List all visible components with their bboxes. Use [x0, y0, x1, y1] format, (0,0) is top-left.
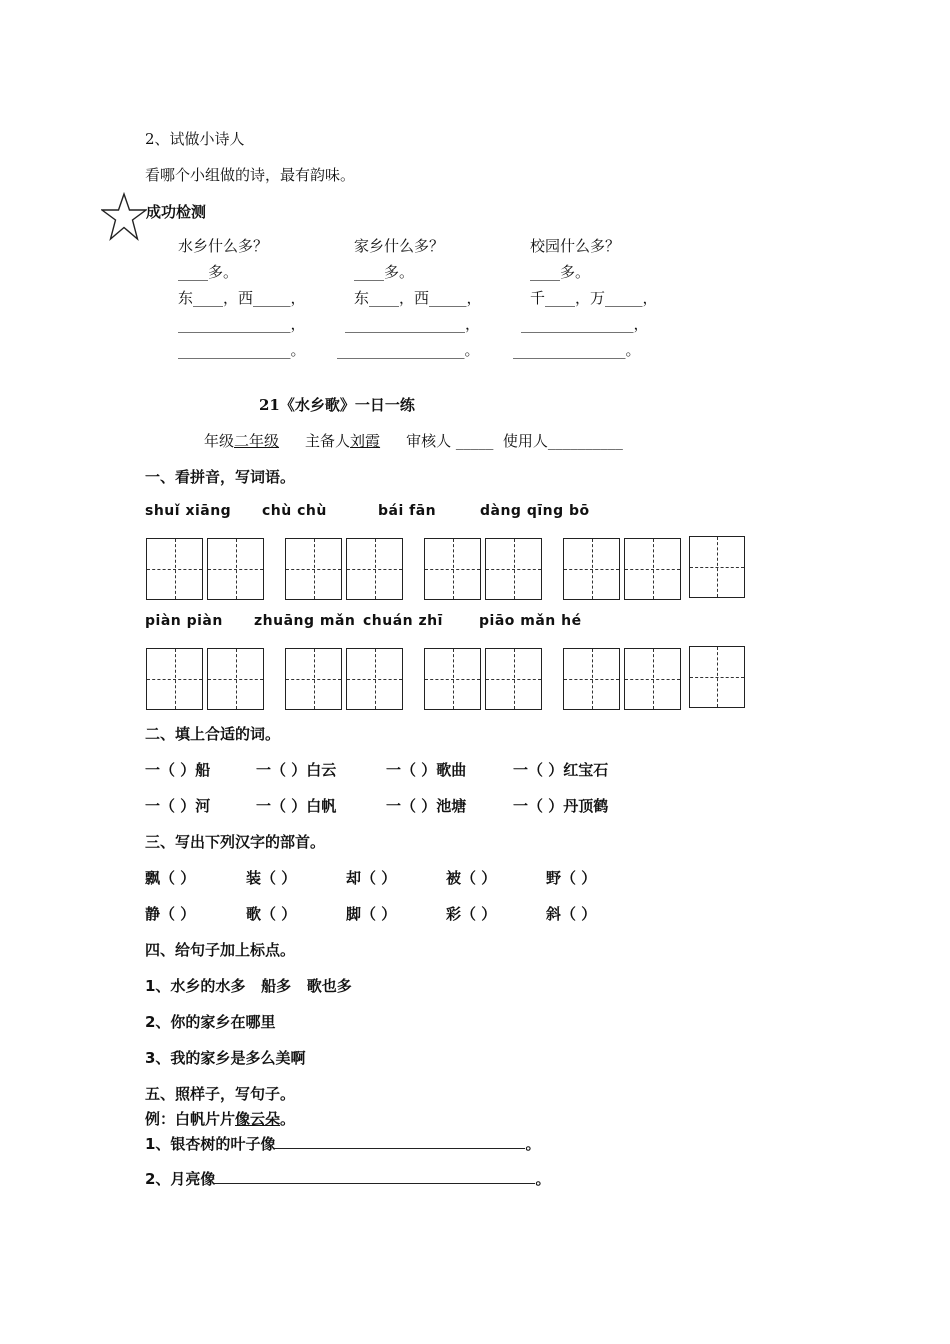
tianzi-box[interactable]	[485, 648, 542, 710]
tianzi-box[interactable]	[689, 536, 745, 598]
worksheet-title: 21《水乡歌》一日一练	[259, 396, 415, 414]
answer-line[interactable]	[215, 1169, 535, 1184]
radical-item: 飘（ ）	[145, 869, 196, 887]
fill-item: 一（ ）红宝石	[513, 761, 609, 779]
tianzi-box[interactable]	[146, 648, 203, 710]
pinyin-label: bái fān	[378, 503, 437, 519]
fill-item: 一（ ）丹顶鹤	[513, 797, 609, 815]
tianzi-box[interactable]	[346, 648, 403, 710]
pinyin-label: zhuāng mǎn	[254, 613, 356, 629]
pinyin-label: shuǐ xiāng	[145, 503, 232, 519]
radical-item: 斜（ ）	[546, 905, 597, 923]
fill-item: 一（ ）池塘	[386, 797, 467, 815]
blank-line: _______________，	[521, 315, 649, 333]
blank-line: ____多。	[178, 263, 239, 281]
tianzi-box[interactable]	[485, 538, 542, 600]
q5-heading: 五、照样子，写句子。	[145, 1085, 296, 1103]
answer-line[interactable]	[275, 1134, 525, 1149]
tianzi-box[interactable]	[424, 538, 481, 600]
punctuation-item: 1、水乡的水多 船多 歌也多	[145, 977, 352, 995]
fill-item: 一（ ）歌曲	[386, 761, 467, 779]
tianzi-box[interactable]	[563, 538, 620, 600]
tianzi-box[interactable]	[285, 648, 342, 710]
example-sentence	[145, 1108, 295, 1129]
radical-item: 歌（ ）	[246, 905, 297, 923]
blank-line: ____多。	[530, 263, 591, 281]
blank-line: ____多。	[354, 263, 415, 281]
blank-line: 千____，万_____，	[530, 289, 658, 307]
poem-question: 校园什么多？	[530, 237, 621, 255]
pinyin-label: piàn piàn	[145, 613, 223, 629]
user-label: 使用人	[502, 432, 548, 450]
radical-item: 脚（ ）	[346, 905, 397, 923]
tianzi-box[interactable]	[624, 538, 681, 600]
sentence-item-1	[145, 1133, 540, 1154]
success-check-heading: 成功检测	[146, 203, 207, 221]
user-blank: __________	[547, 432, 623, 450]
grade-label: 年级	[204, 432, 235, 450]
punctuation-item: 2、你的家乡在哪里	[145, 1013, 276, 1031]
tianzi-box[interactable]	[346, 538, 403, 600]
tianzi-box[interactable]	[146, 538, 203, 600]
tianzi-box[interactable]	[563, 648, 620, 710]
radical-item: 静（ ）	[145, 905, 196, 923]
worksheet-meta	[204, 430, 623, 451]
sentence-prompt: 2、月亮像	[145, 1170, 216, 1188]
punctuation-item: 3、我的家乡是多么美啊	[145, 1049, 306, 1067]
tianzi-box[interactable]	[207, 538, 264, 600]
tianzi-box[interactable]	[689, 646, 745, 708]
tianzi-box[interactable]	[424, 648, 481, 710]
end-mark: 。	[535, 1170, 551, 1188]
q3-heading: 三、写出下列汉字的部首。	[145, 833, 326, 851]
sentence-prompt: 1、银杏树的叶子像	[145, 1135, 276, 1153]
blank-line: 东____，西_____，	[354, 289, 482, 307]
pinyin-label: piāo mǎn hé	[479, 613, 582, 629]
pinyin-label: chuán zhī	[363, 613, 443, 629]
blank-line: _______________。	[178, 341, 306, 359]
q2-heading: 二、填上合适的词。	[145, 725, 281, 743]
poem-question: 家乡什么多？	[354, 237, 445, 255]
blank-line: _________________。	[337, 341, 480, 359]
grade-value: 二年级	[234, 432, 280, 450]
poem-question: 水乡什么多？	[178, 237, 269, 255]
example-prefix: 例：白帆片片	[145, 1110, 236, 1128]
reviewer-blank: _____	[455, 432, 494, 450]
tianzi-box[interactable]	[207, 648, 264, 710]
reviewer-label: 审核人	[406, 432, 452, 450]
instruction-text: 看哪个小组做的诗，最有韵味。	[145, 166, 356, 184]
radical-item: 野（ ）	[546, 869, 597, 887]
blank-line: ________________，	[345, 315, 481, 333]
fill-item: 一（ ）白帆	[256, 797, 337, 815]
q4-heading: 四、给句子加上标点。	[145, 941, 296, 959]
pinyin-label: chù chù	[262, 503, 327, 519]
tianzi-box[interactable]	[624, 648, 681, 710]
tianzi-box[interactable]	[285, 538, 342, 600]
author-value: 刘霞	[350, 432, 381, 450]
star-icon	[101, 192, 147, 242]
sentence-item-2	[145, 1168, 550, 1189]
blank-line: _______________，	[178, 315, 306, 333]
radical-item: 彩（ ）	[446, 905, 497, 923]
author-label: 主备人	[305, 432, 351, 450]
section-heading-poem: 2、试做小诗人	[145, 130, 245, 148]
blank-line: 东____，西_____，	[178, 289, 306, 307]
blank-line: _______________。	[513, 341, 641, 359]
fill-item: 一（ ）船	[145, 761, 211, 779]
end-mark: 。	[525, 1135, 541, 1153]
fill-item: 一（ ）河	[145, 797, 211, 815]
example-suffix: 。	[280, 1110, 296, 1128]
radical-item: 被（ ）	[446, 869, 497, 887]
radical-item: 却（ ）	[346, 869, 397, 887]
example-underlined: 像云朵	[235, 1110, 281, 1128]
pinyin-label: dàng qīng bō	[480, 503, 590, 519]
q1-heading: 一、看拼音，写词语。	[145, 468, 296, 486]
radical-item: 装（ ）	[246, 869, 297, 887]
fill-item: 一（ ）白云	[256, 761, 337, 779]
